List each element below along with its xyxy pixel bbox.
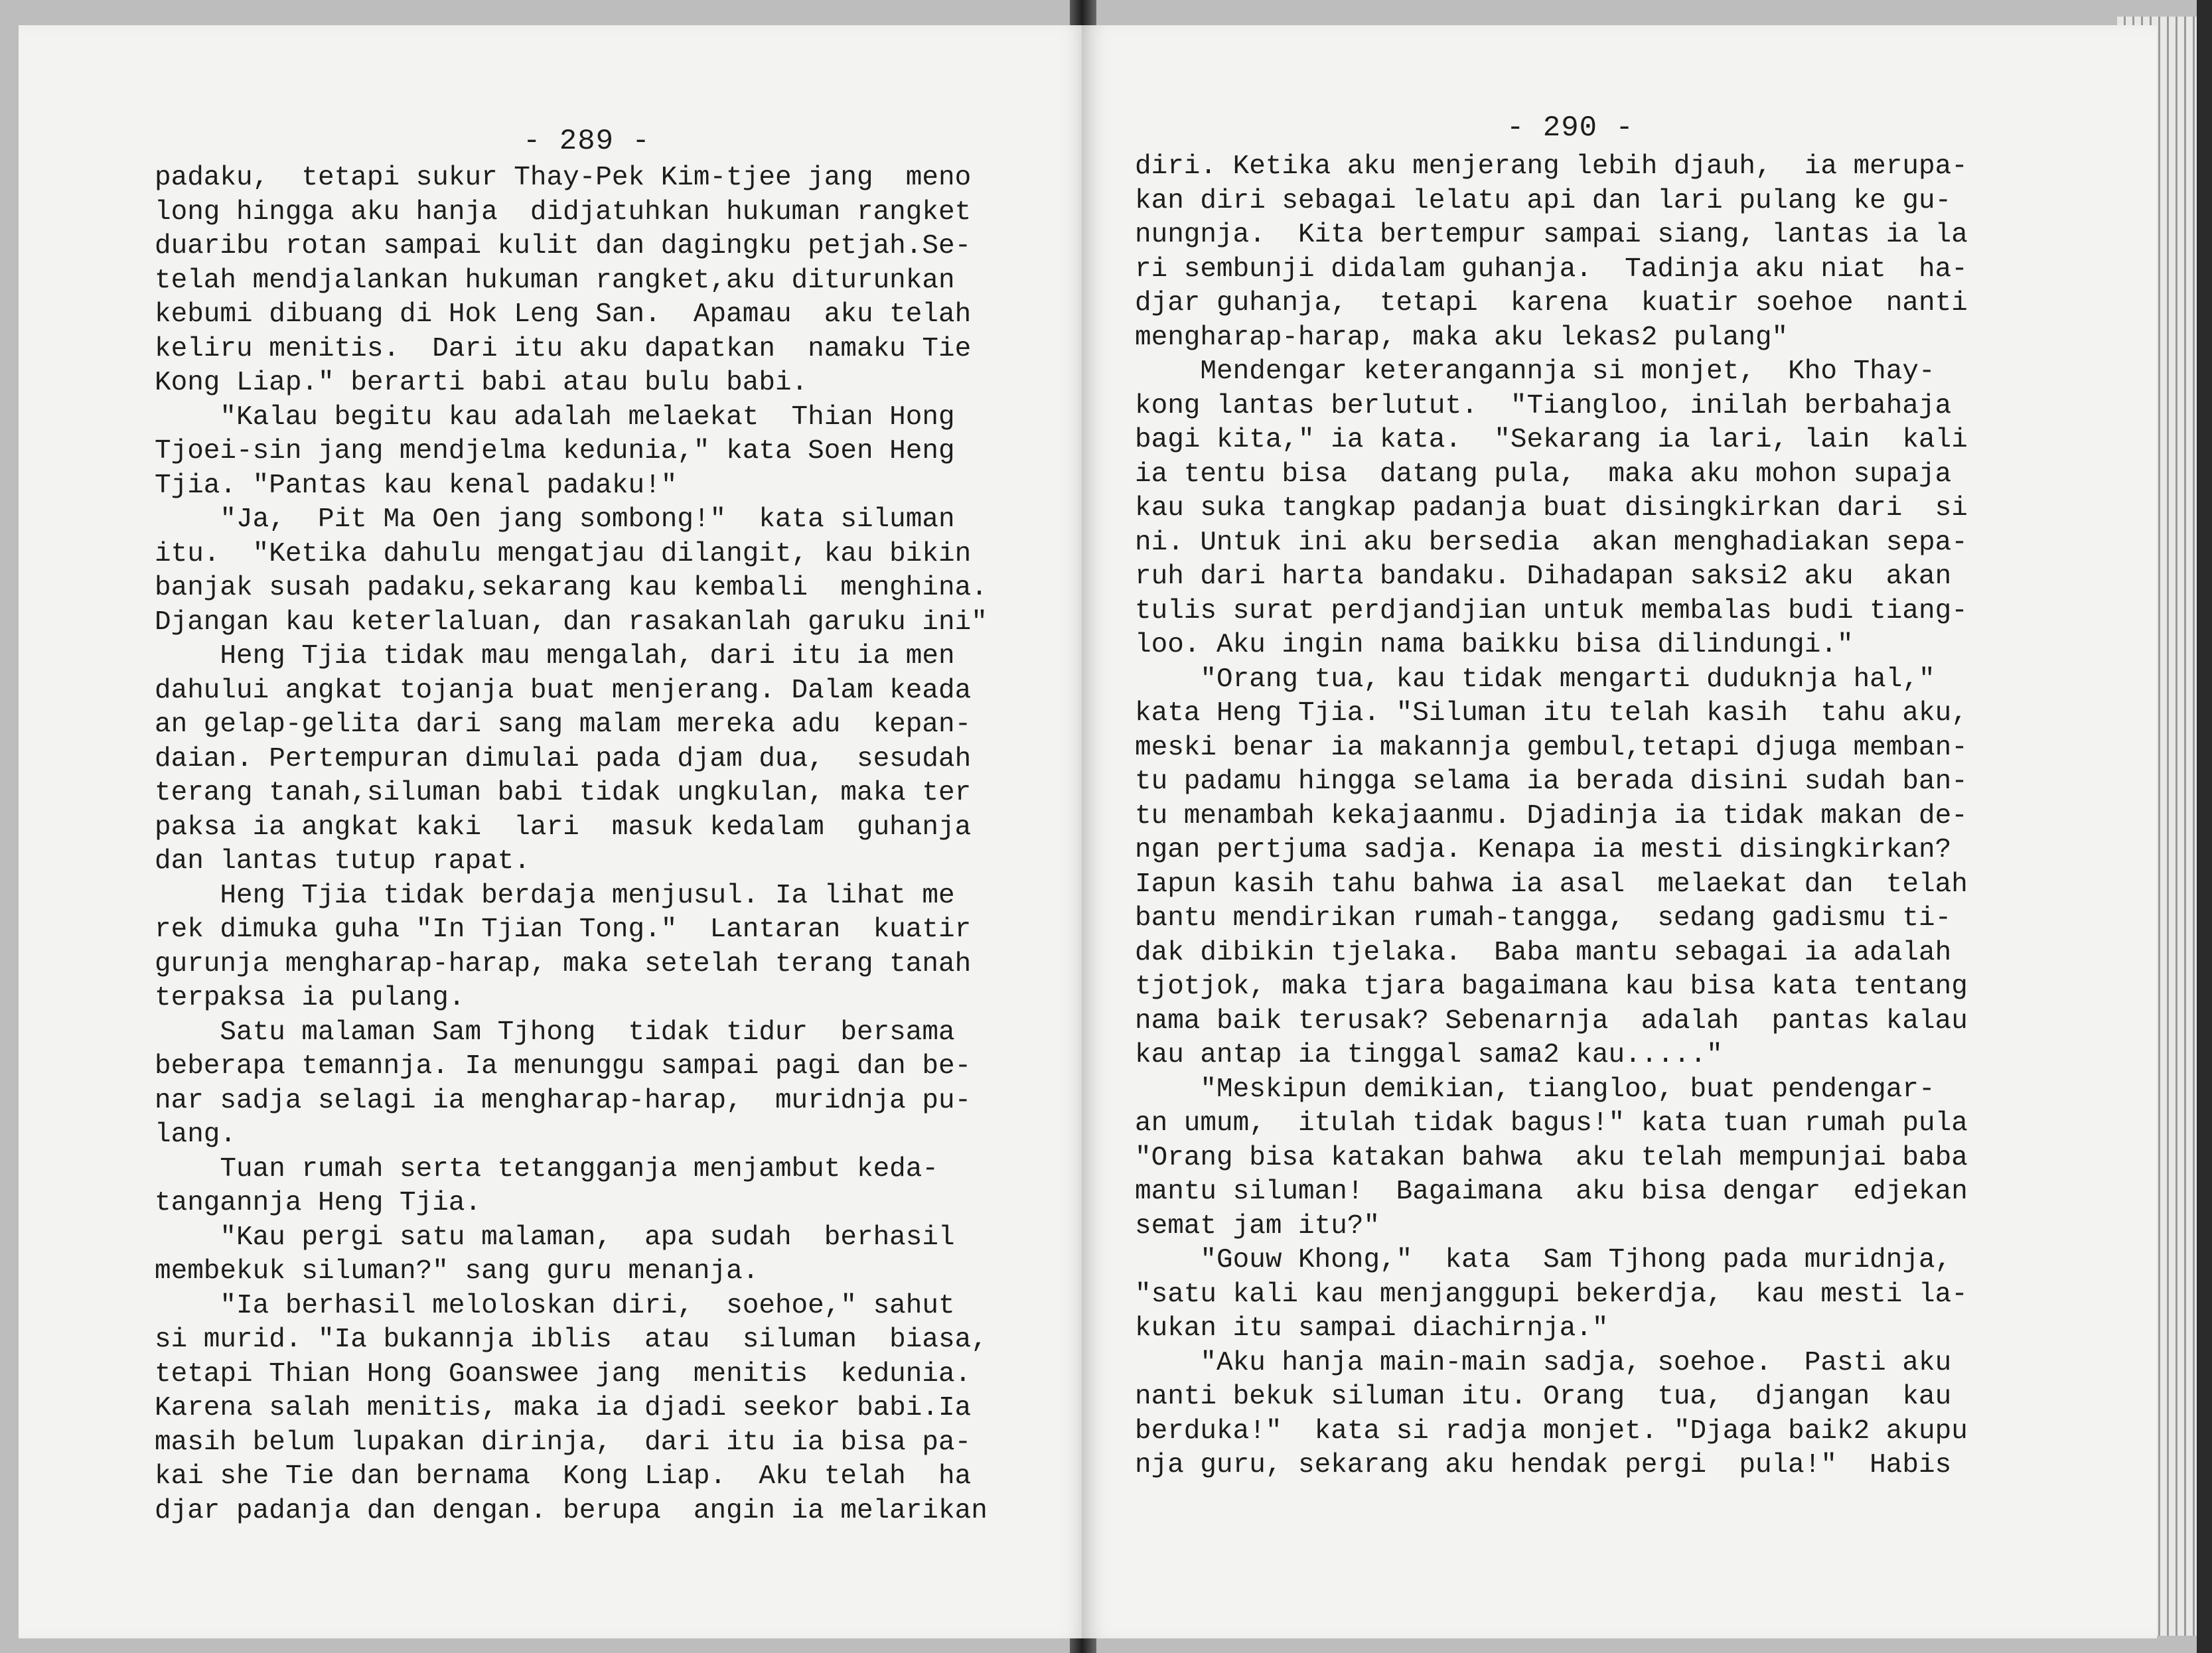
text-line: tjotjok, maka tjara bagaimana kau bisa kata tentang — [1135, 971, 1968, 1002]
text-line: tu padamu hingga selama ia berada disini sudah ban- — [1135, 766, 1968, 797]
text-line: Mendengar keterangannja si monjet, Kho Thay- — [1135, 356, 1935, 387]
text-line: tangannja Heng Tjia. — [155, 1188, 482, 1218]
text-line: nama baik terusak? Sebenarnja adalah pantas kalau — [1135, 1005, 1968, 1037]
text-line: "Meskipun demikian, tiangloo, buat pendengar- — [1135, 1074, 1935, 1105]
text-line: kong lantas berlutut. "Tiangloo, inilah berbahaja — [1135, 390, 1952, 421]
left-page — [19, 25, 1094, 1638]
text-line: dak dibikin tjelaka. Baba mantu sebagai ia adalah — [1135, 937, 1952, 968]
text-line: diri. Ketika aku menjerang lebih djauh, ia merupa- — [1135, 151, 1968, 182]
text-line: telah mendjalankan hukuman rangket,aku diturunkan — [155, 265, 955, 296]
text-line: bagi kita," ia kata. "Sekarang ia lari, lain kali — [1135, 425, 1968, 455]
text-line: mengharap-harap, maka aku lekas2 pulang" — [1135, 322, 1789, 353]
text-line: lang. — [155, 1119, 237, 1150]
text-line: "Orang tua, kau tidak mengarti duduknja hal," — [1135, 664, 1935, 695]
text-line: nanti bekuk siluman itu. Orang tua, djangan kau — [1135, 1382, 1952, 1412]
text-line: nja guru, sekarang aku hendak pergi pula!" Habis — [1135, 1450, 1952, 1480]
text-line: keliru menitis. Dari itu aku dapatkan namaku Tie — [155, 333, 972, 364]
text-line: Tjia. "Pantas kau kenal padaku!" — [155, 470, 678, 501]
text-line: "satu kali kau menjanggupi bekerdja, kau mesti la- — [1135, 1279, 1968, 1310]
text-line: nungnja. Kita bertempur sampai siang, lantas ia la — [1135, 220, 1968, 250]
right-page-text — [1135, 150, 1968, 1483]
text-line: si murid. "Ia bukannja iblis atau siluman biasa, — [155, 1325, 988, 1355]
text-line: Iapun kasih tahu bahwa ia asal melaekat dan telah — [1135, 869, 1968, 900]
text-line: kata Heng Tjia. "Siluman itu telah kasih tahu aku, — [1135, 698, 1968, 729]
text-line: Djangan kau keterlaluan, dan rasakanlah garuku ini" — [155, 607, 988, 638]
text-line: Heng Tjia tidak mau mengalah, dari itu ia men — [155, 641, 955, 672]
page-number-left: - 289 - — [523, 125, 650, 158]
text-line: Tjoei-sin jang mendjelma kedunia," kata Soen Heng — [155, 436, 955, 467]
text-line: kukan itu sampai diachirnja." — [1135, 1313, 1609, 1344]
text-line: semat jam itu?" — [1135, 1210, 1380, 1242]
text-line: "Kalau begitu kau adalah melaekat Thian Hong — [155, 401, 955, 433]
text-line: ri sembunji didalam guhanja. Tadinja aku niat ha- — [1135, 253, 1968, 285]
page-number-right: - 290 - — [1507, 111, 1634, 145]
left-page-text — [155, 161, 988, 1528]
text-line: terpaksa ia pulang. — [155, 983, 465, 1013]
text-line: djar padanja dan dengan. berupa angin ia melarikan — [155, 1495, 988, 1526]
text-line: kau suka tangkap padanja buat disingkirkan dari si — [1135, 493, 1968, 524]
text-line: "Ja, Pit Ma Oen jang sombong!" kata siluman — [155, 504, 955, 535]
text-line: rek dimuka guha "In Tjian Tong." Lantaran kuatir — [155, 914, 972, 945]
text-line: dahului angkat tojanja buat menjerang. Dalam keada — [155, 675, 972, 706]
text-line: kan diri sebagai lelatu api dan lari pulang ke gu- — [1135, 185, 1952, 216]
text-line: tu menambah kekajaanmu. Djadinja ia tidak makan de- — [1135, 800, 1968, 831]
text-line: paksa ia angkat kaki lari masuk kedalam guhanja — [155, 812, 972, 843]
text-line: berduka!" kata si radja monjet. "Djaga baik2 akupu — [1135, 1415, 1968, 1447]
text-line: Kong Liap." berarti babi atau bulu babi. — [155, 368, 808, 398]
text-line: long hingga aku hanja didjatuhkan hukuman rangket — [155, 196, 972, 228]
text-line: dan lantas tutup rapat. — [155, 846, 530, 877]
text-line: mantu siluman! Bagaimana aku bisa dengar edjekan — [1135, 1177, 1968, 1207]
text-line: ngan pertjuma sadja. Kenapa ia mesti disingkirkan? — [1135, 835, 1952, 865]
text-line: an gelap-gelita dari sang malam mereka adu kepan- — [155, 709, 972, 740]
text-line: tetapi Thian Hong Goanswee jang menitis kedunia. — [155, 1358, 972, 1390]
text-line: Tuan rumah serta tetangganja menjambut keda- — [155, 1153, 938, 1185]
text-line: daian. Pertempuran dimulai pada djam dua, sesudah — [155, 743, 972, 774]
text-line: ia tentu bisa datang pula, maka aku mohon supaja — [1135, 459, 1952, 490]
text-line: membekuk siluman?" sang guru menanja. — [155, 1256, 759, 1287]
text-line: ni. Untuk ini aku bersedia akan menghadiakan sepa- — [1135, 527, 1968, 558]
text-line: ruh dari harta bandaku. Dihadapan saksi2 aku akan — [1135, 561, 1952, 592]
scan-border — [2197, 0, 2212, 1653]
text-line: "Ia berhasil meloloskan diri, soehoe," sahut — [155, 1290, 955, 1321]
text-line: duaribu rotan sampai kulit dan dagingku petjah.Se- — [155, 231, 972, 261]
text-line: kau antap ia tinggal sama2 kau....." — [1135, 1040, 1723, 1070]
text-line: "Orang bisa katakan bahwa aku telah mempunjai baba — [1135, 1142, 1968, 1173]
text-line: "Gouw Khong," kata Sam Tjhong pada muridnja, — [1135, 1245, 1952, 1275]
text-line: "Kau pergi satu malaman, apa sudah berhasil — [155, 1222, 955, 1253]
text-line: kebumi dibuang di Hok Leng San. Apamau aku telah — [155, 299, 972, 330]
text-line: bantu mendirikan rumah-tangga, sedang gadismu ti- — [1135, 903, 1952, 934]
text-line: banjak susah padaku,sekarang kau kembali menghina. — [155, 573, 988, 603]
text-line: beberapa temannja. Ia menunggu sampai pagi dan be- — [155, 1051, 972, 1082]
text-line: Satu malaman Sam Tjhong tidak tidur bersama — [155, 1017, 955, 1048]
text-line: padaku, tetapi sukur Thay-Pek Kim-tjee jang meno — [155, 163, 972, 193]
right-page — [1082, 25, 2157, 1638]
text-line: meski benar ia makannja gembul,tetapi djuga memban- — [1135, 732, 1968, 763]
text-line: Karena salah menitis, maka ia djadi seekor babi.Ia — [155, 1393, 972, 1423]
text-line: nar sadja selagi ia mengharap-harap, muridnja pu- — [155, 1085, 972, 1116]
text-line: itu. "Ketika dahulu mengatjau dilangit, kau bikin — [155, 538, 972, 569]
text-line: djar guhanja, tetapi karena kuatir soehoe nanti — [1135, 288, 1968, 319]
text-line: gurunja mengharap-harap, maka setelah terang tanah — [155, 948, 972, 979]
text-line: Heng Tjia tidak berdaja menjusul. Ia lihat me — [155, 880, 955, 911]
text-line: "Aku hanja main-main sadja, soehoe. Pasti aku — [1135, 1347, 1952, 1378]
text-line: an umum, itulah tidak bagus!" kata tuan rumah pula — [1135, 1108, 1968, 1139]
text-line: kai she Tie dan bernama Kong Liap. Aku telah ha — [155, 1461, 972, 1492]
text-line: masih belum lupakan dirinja, dari itu ia bisa pa- — [155, 1427, 972, 1458]
text-line: loo. Aku ingin nama baikku bisa dilindungi." — [1135, 630, 1854, 660]
text-line: tulis surat perdjandjian untuk membalas budi tiang- — [1135, 595, 1968, 626]
text-line: terang tanah,siluman babi tidak ungkulan, maka ter — [155, 778, 972, 808]
